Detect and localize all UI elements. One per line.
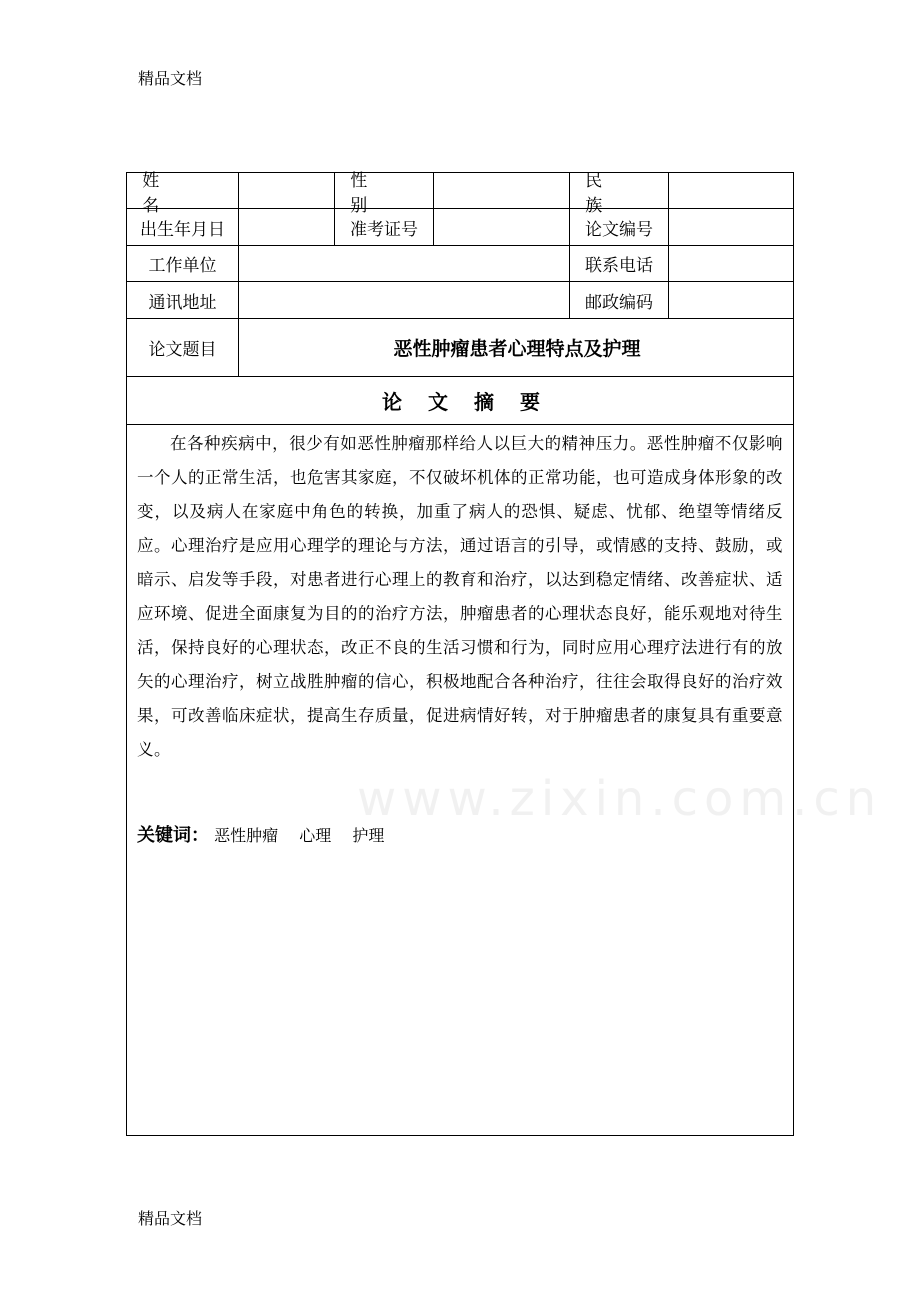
form-row-basic-info bbox=[127, 170, 793, 216]
keyword-item: 心理 bbox=[299, 826, 332, 845]
ethnicity-label: 民 族 bbox=[570, 173, 669, 208]
form-row-work bbox=[127, 246, 793, 282]
address-field[interactable] bbox=[239, 282, 570, 318]
name-field[interactable] bbox=[239, 173, 335, 208]
gender-field[interactable] bbox=[434, 173, 570, 208]
birth-date-field[interactable] bbox=[239, 209, 335, 245]
paper-id-label: 论文编号 bbox=[570, 209, 669, 245]
form-row-title bbox=[127, 319, 793, 377]
form-row-address bbox=[127, 282, 793, 319]
watermark: www.zixin.com.cn bbox=[357, 771, 883, 827]
gender-label: 性 别 bbox=[335, 173, 434, 208]
abstract-text: 在各种疾病中，很少有如恶性肿瘤那样给人以巨大的精神压力。恶性肿瘤不仅影响一个人的正常生活，也危害其家庭，不仅破坏机体的正常功能，也可造成身体形象的改变，以及病人在家庭中角色的转换，加重了病人的恐惧、疑虑、忧郁、绝望等情绪反应。心理治疗是应用心理学的理论与方法，通过语言的引导，或情感的支持、鼓励，或暗示、启发等手段，对患者进行心理上的教育和治疗，以达到稳定情绪、改善症状、适应环境、促进全面康复为目的的治疗方法，肿瘤患者的心理状态良好，能乐观地对待生活，保持良好的心理状态，改正不良的生活习惯和行为，同时应用心理疗法进行有的放矢的心理治疗，树立战胜肿瘤的信心，积极地配合各种治疗，往往会取得良好的治疗效果，可改善临床症状，提高生存质量，促进病情好转，对于肿瘤患者的康复具有重要意义。 bbox=[137, 434, 783, 759]
name-label: 姓 名 bbox=[127, 173, 239, 208]
keywords-label: 关键词： bbox=[137, 825, 209, 846]
keywords-line bbox=[137, 821, 400, 847]
keyword-item: 护理 bbox=[352, 826, 385, 845]
postcode-field[interactable] bbox=[669, 282, 795, 318]
paper-title-value: 恶性肿瘤患者心理特点及护理 bbox=[393, 338, 641, 360]
keyword-item: 恶性肿瘤 bbox=[214, 826, 279, 845]
ethnicity-field[interactable] bbox=[669, 173, 795, 208]
exam-id-field[interactable] bbox=[434, 209, 570, 245]
work-unit-label: 工作单位 bbox=[127, 246, 239, 281]
work-unit-field[interactable] bbox=[239, 246, 570, 281]
abstract-heading-row bbox=[127, 377, 793, 425]
page-header-note: 精品文档 bbox=[138, 69, 203, 88]
birth-date-label: 出生年月日 bbox=[127, 209, 239, 245]
postcode-label: 邮政编码 bbox=[570, 282, 669, 318]
paper-id-field[interactable] bbox=[669, 209, 795, 245]
thesis-info-form bbox=[126, 170, 883, 1136]
abstract-heading: 论文摘要 bbox=[382, 390, 566, 414]
phone-label: 联系电话 bbox=[570, 246, 669, 281]
exam-id-label: 准考证号 bbox=[335, 209, 434, 245]
phone-field[interactable] bbox=[669, 246, 795, 281]
form-row-ids bbox=[127, 209, 793, 246]
address-label: 通讯地址 bbox=[127, 282, 239, 318]
page-footer-note: 精品文档 bbox=[138, 1209, 203, 1228]
paper-title-label: 论文题目 bbox=[127, 319, 239, 376]
